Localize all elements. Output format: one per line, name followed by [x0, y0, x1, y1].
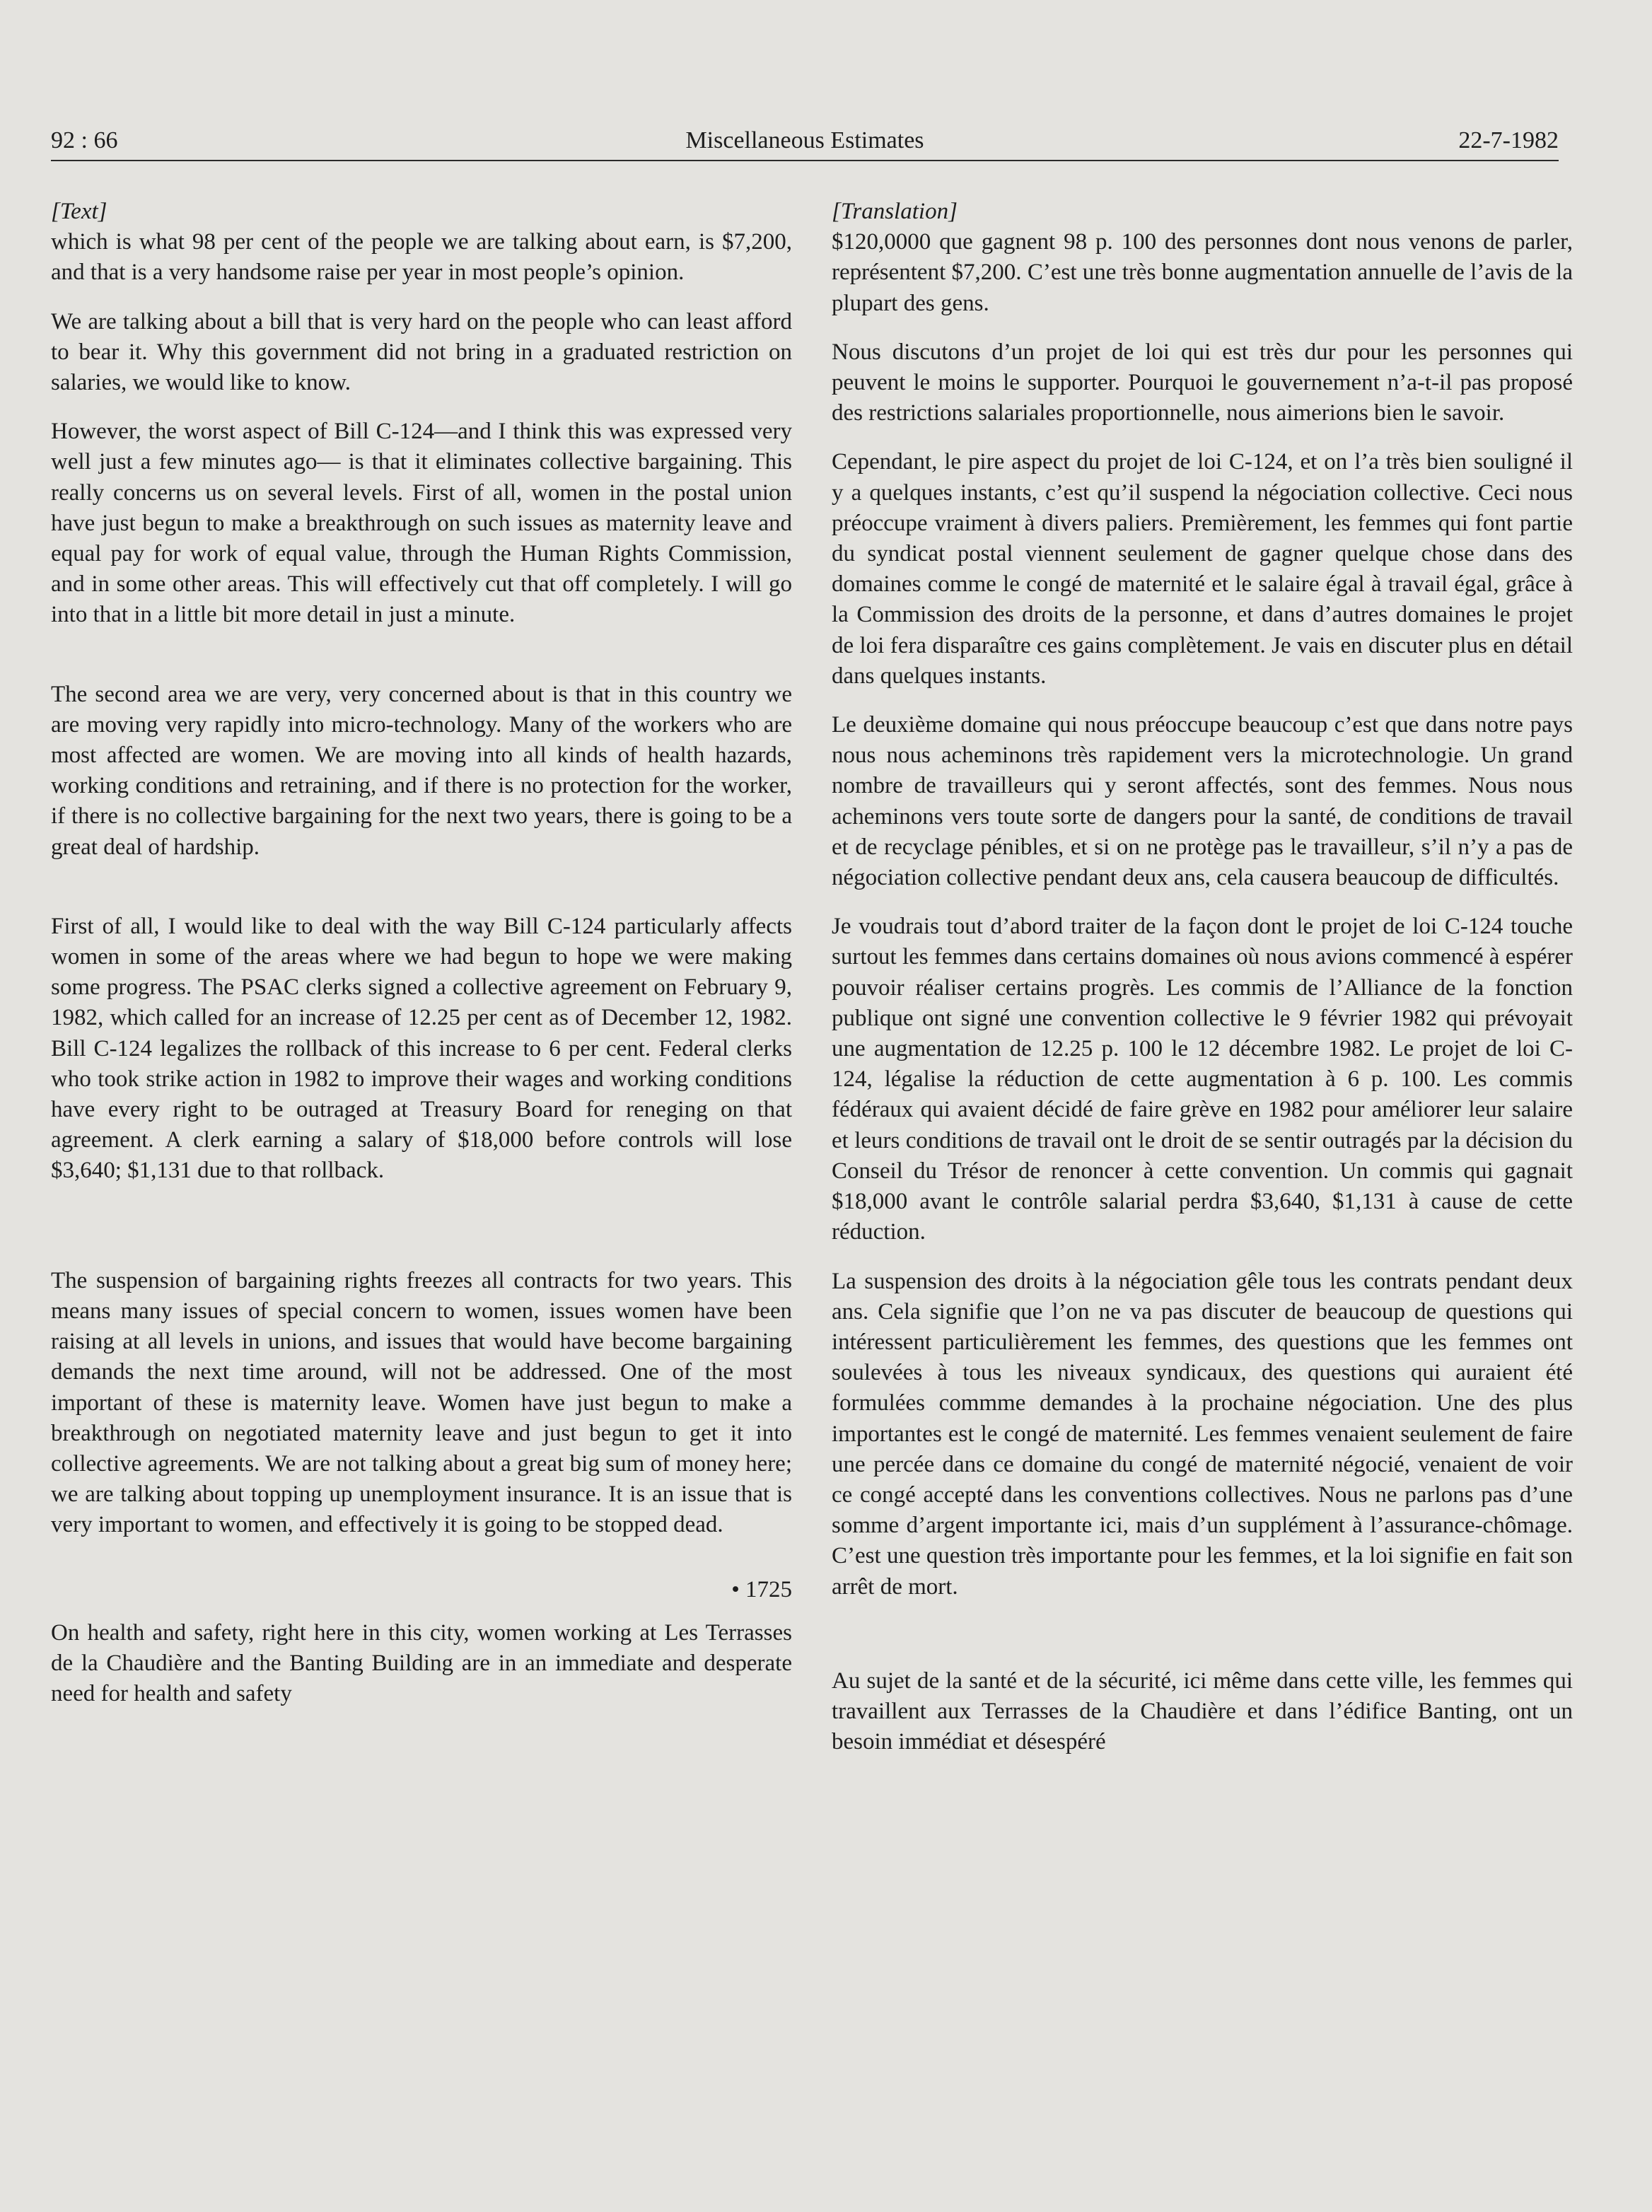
paragraph: The suspension of bargaining rights freezes all contracts for two years. This means many issues of special concern to women, issues women have been raising at all levels in unions, and issues that would have become bargaining demands the next time around, will not be addressed. One of the most important of these is maternity leave. Women have just begun to make a breakthrough on negotiated maternity leave and just begun to get it into collective agreements. We are not talking about a great big sum of money here; we are talking about topping up unemployment insurance. It is an issue that is very important to women, and effectively it is going to be stopped dead.: [51, 1267, 792, 1538]
english-column: [51, 197, 792, 1709]
paragraph: Le deuxième domaine qui nous préoccupe beaucoup c’est que dans notre pays nous nous acheminons très rapidement vers la microtechnologie. Un grand nombre de travailleurs qui y seront affectés, sont des femmes. Nous nous acheminons vers toute sorte de dangers pour la santé, de conditions de travail et de recyclage pénibles, et si on ne protège pas le travailleur, s’il n’y a pas de négociation collective pendant deux ans, cela causera beaucoup de difficultés.: [832, 712, 1573, 891]
header-rule: [51, 160, 1559, 161]
time-marker: • 1725: [731, 1576, 792, 1602]
paragraph: The second area we are very, very concerned about is that in this country we are moving very rapidly into micro-technology. Many of the workers who are most affected are women. We are moving into all kinds of health hazards, working conditions and retraining, and if there is no protection for the worker, if there is no collective bargaining for the next two years, there is going to be a great deal of hardship.: [51, 681, 792, 860]
paragraph: Au sujet de la santé et de la sécurité, ici même dans cette ville, les femmes qui travaillent aux Terrasses de la Chaudière et dans l’édifice Banting, ont un besoin immédiat et désespéré: [832, 1667, 1573, 1755]
paragraph: La suspension des droits à la négociation gêle tous les contrats pendant deux ans. Cela signifie que l’on ne va pas discuter de beaucoup de questions qui intéressent particulièrement les femmes, des questions que les femmes ont soulevées à tous les niveaux syndicaux, des questions qui auraient été formulées commme demandes à la prochaine négociation. Une des plus importantes est le congé de maternité. Les femmes venaient seulement de faire une percée dans ce domaine du congé de maternité négocié, venaient de voir ce congé accepté dans les conventions collectives. Nous ne parlons pas d’une somme d’argent importante ici, mais d’un supplément à l’assurance-chômage. C’est une question très importante pour les femmes, et la loi signifie en fait son arrêt de mort.: [832, 1268, 1573, 1600]
paragraph: We are talking about a bill that is very hard on the people who can least afford to bear it. Why this government did not bring in a graduated restriction on salaries, we would like to know.: [51, 308, 792, 396]
column-label-translation: [Translation]: [832, 199, 958, 224]
paragraph: which is what 98 per cent of the people we are talking about earn, is $7,200, and that is a very handsome raise per year in most people’s opinion.: [51, 229, 792, 286]
page-header: [51, 123, 1559, 158]
french-column: [832, 197, 1573, 1757]
paragraph: Cependant, le pire aspect du projet de loi C-124, et on l’a très bien souligné il y a quelques instants, c’est qu’il suspend la négociation collective. Ceci nous préoccupe vraiment à divers paliers. Premièrement, les femmes qui font partie du syndicat postal viennent seulement de gagner quelque chose dans des domaines comme le congé de maternité et le salaire égal à travail égal, grâce à la Commission des droits de la personne, et dans d’autres domaines le projet de loi fera disparaître ces gains complètement. Je vais en discuter plus en détail dans quelques instants.: [832, 449, 1573, 689]
page-number: 92 : 66: [51, 127, 118, 153]
paragraph: Nous discutons d’un projet de loi qui est très dur pour les personnes qui peuvent le moins le supporter. Pourquoi le gouvernement n’a-t-il pas proposé des restrictions salariales proportionnelle, nous aimerions bien le savoir.: [832, 339, 1573, 426]
running-title: Miscellaneous Estimates: [685, 127, 924, 153]
column-label-text: [Text]: [51, 199, 107, 224]
paragraph: $120,0000 que gagnent 98 p. 100 des personnes dont nous venons de parler, représentent $7,200. C’est une très bonne augmentation annuelle de l’avis de la plupart des gens.: [832, 229, 1573, 316]
paragraph: However, the worst aspect of Bill C-124—and I think this was expressed very well just a few minutes ago— is that it eliminates collective bargaining. This really concerns us on several levels. First of all, women in the postal union have just begun to make a breakthrough on such issues as maternity leave and equal pay for work of equal value, through the Human Rights Commission, and in some other areas. This will effectively cut that off completely. I will go into that in a little bit more detail in just a minute.: [51, 419, 792, 628]
page-date: 22-7-1982: [1458, 127, 1559, 153]
paragraph: First of all, I would like to deal with the way Bill C-124 particularly affects women in some of the areas where we had begun to hope we were making some progress. The PSAC clerks signed a collective agreement on February 9, 1982, which called for an increase of 12.25 per cent as of December 12, 1982. Bill C-124 legalizes the rollback of this increase to 6 per cent. Federal clerks who took strike action in 1982 to improve their wages and working conditions have every right to be outraged at Treasury Board for reneging on that agreement. A clerk earning a salary of $18,000 before controls will lose $3,640; $1,131 due to that rollback.: [51, 913, 792, 1184]
paragraph: Je voudrais tout d’abord traiter de la façon dont le projet de loi C-124 touche surtout les femmes dans certains domaines où nous avions commencé à espérer pouvoir réaliser certains progrès. Les commis de l’Alliance de la fonction publique ont signé une convention collective le 9 février 1982 qui prévoyait une augmentation de 12.25 p. 100 le 12 décembre 1982. Le projet de loi C-124, légalise la réduction de cette augmentation à 6 p. 100. Les commis fédéraux qui avaient décidé de faire grève en 1982 pour améliorer leur salaire et leurs conditions de travail ont le droit de se sentir outragés par la décision du Conseil du Trésor de renoncer à cette convention. Un commis qui gagnait $18,000 avant le contrôle salarial perdra $3,640, $1,131 à cause de cette réduction.: [832, 914, 1573, 1245]
paragraph: On health and safety, right here in this city, women working at Les Terrasses de la Chaudière and the Banting Building are in an immediate and desperate need for health and safety: [51, 1619, 792, 1707]
